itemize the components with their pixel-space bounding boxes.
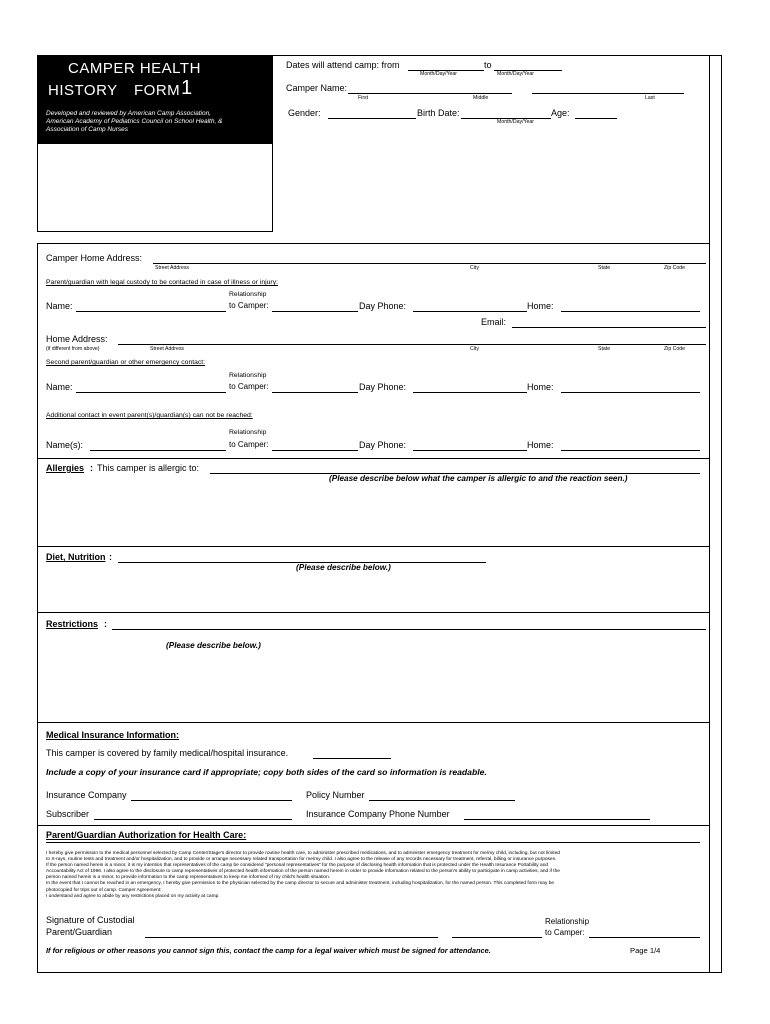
street-address-hint-2: Street Address — [150, 346, 185, 352]
authorization-paragraph: If the person named herein is a minor, it is my intention that representatives of the camp be considered "personal representatives" for the purpose of disclosing health information that is protected under the Health Insurance Portability and — [46, 863, 549, 869]
day-phone-label-1: Day Phone: — [359, 301, 407, 311]
additional-names-label: Name(s): — [46, 440, 84, 450]
second-home-phone-field[interactable] — [561, 392, 700, 393]
parent-name-field[interactable] — [76, 311, 226, 312]
additional-day-phone-field[interactable] — [413, 450, 527, 451]
dates-label: Dates will attend camp: from — [286, 60, 400, 70]
insurance-covered-field[interactable] — [313, 758, 391, 759]
insurance-include-note: Include a copy of your insurance card if appropriate; copy both sides of the card so information is readable. — [46, 767, 487, 777]
sig-relationship-prefield[interactable] — [452, 937, 542, 938]
parent-day-phone-field[interactable] — [413, 311, 527, 312]
parent-relationship-field[interactable] — [272, 311, 358, 312]
gender-field[interactable] — [328, 118, 416, 119]
policy-number-field[interactable] — [369, 800, 515, 801]
diet-note: (Please describe below.) — [296, 563, 391, 572]
authorization-paragraph: Accountability Act of 1996. I also agree to the disclosure to camp representatives of protected health information of the person named herein in order to provide information related to the person's ability to participate in camp activities, and if the — [46, 869, 560, 875]
subscriber-field[interactable] — [94, 819, 292, 820]
second-name-field[interactable] — [76, 392, 226, 393]
restrictions-colon: : — [104, 619, 107, 629]
date-to-hint: Month/Day/Year — [497, 71, 535, 77]
relationship-label-1: Relationship — [229, 291, 267, 298]
additional-relationship-field[interactable] — [272, 450, 358, 451]
section-divider-restrictions — [37, 612, 710, 613]
form-frame-top-right — [709, 55, 722, 56]
camper-first-name-field[interactable] — [348, 93, 512, 94]
relationship-label-2: Relationship — [229, 372, 267, 379]
authorization-heading: Parent/Guardian Authorization for Health Care: — [46, 830, 247, 840]
parent-home-address-field[interactable] — [118, 344, 706, 345]
form-frame-bottom-main — [37, 972, 710, 973]
to-camper-label-1: to Camper: — [229, 301, 269, 310]
form-frame-left — [37, 243, 38, 973]
camper-home-address-label: Camper Home Address: — [46, 253, 143, 263]
authorization-paragraph: I understand and agree to abide by any restrictions placed on my activity at camp. — [46, 893, 220, 899]
sig-relationship-field[interactable] — [589, 937, 700, 938]
home-phone-label-3: Home: — [527, 440, 554, 450]
authorization-paragraph: person named herein is a minor, to provide information to the camp representatives to keep me informed of my child's health situation. — [46, 875, 331, 881]
form-title-form: FORM — [134, 82, 181, 99]
age-field[interactable] — [575, 118, 617, 119]
policy-number-label: Policy Number — [306, 790, 365, 800]
birth-date-label: Birth Date: — [417, 108, 460, 118]
day-phone-label-2: Day Phone: — [359, 382, 407, 392]
second-day-phone-field[interactable] — [413, 392, 527, 393]
second-relationship-field[interactable] — [272, 392, 358, 393]
day-phone-label-3: Day Phone: — [359, 440, 407, 450]
insurance-covered-text: This camper is covered by family medical/hospital insurance. — [46, 748, 289, 758]
form-title-history: HISTORY — [48, 82, 118, 99]
middle-name-hint: Middle — [473, 95, 489, 101]
authorization-text — [46, 851, 698, 900]
developed-by-line2: American Academy of Pediatrics Council on School Health, & — [46, 118, 223, 125]
additional-home-phone-field[interactable] — [561, 450, 700, 451]
first-name-hint: First — [358, 95, 369, 101]
dates-to-label: to — [484, 60, 492, 70]
second-name-label: Name: — [46, 382, 73, 392]
if-different-hint: (if different from above) — [46, 346, 100, 352]
section-divider-allergies — [37, 458, 710, 459]
restrictions-heading: Restrictions — [46, 619, 99, 629]
camper-home-address-field[interactable] — [153, 263, 706, 264]
allergies-text: This camper is allergic to: — [97, 463, 200, 473]
developed-by-line1: Developed and reviewed by American Camp Association, — [46, 110, 211, 117]
street-address-hint: Street Address — [155, 265, 190, 271]
zip-hint: Zip Code — [664, 265, 686, 271]
parent-name-label: Name: — [46, 301, 73, 311]
parent-heading: Parent/guardian with legal custody to be contacted in case of illness or injury: — [46, 279, 278, 286]
additional-names-field[interactable] — [90, 450, 226, 451]
authorization-paragraph: photocopied for trips out of camp. Camper Agreement: — [46, 887, 162, 893]
age-label: Age: — [551, 108, 570, 118]
section-divider-contacts — [37, 243, 710, 244]
last-name-hint: Last — [645, 95, 655, 101]
insurance-company-field[interactable] — [131, 800, 292, 801]
email-label: Email: — [481, 317, 507, 327]
zip-hint-2: Zip Code — [664, 346, 686, 352]
authorization-paragraph: I hereby give permission to the medical personnel selected by Camp Center/Stage's director to provide routine health care, to administer prescribed medications, and to administer emergency treatment for me/my child, including, but not limited — [46, 851, 560, 856]
relationship-label-3: Relationship — [229, 429, 267, 436]
camper-last-name-field[interactable] — [532, 93, 684, 94]
sig-relationship-label: Relationship — [545, 917, 590, 926]
page-number: Page 1/4 — [630, 946, 661, 955]
to-camper-label-2: to Camper: — [229, 382, 269, 391]
section-divider-authorization — [37, 825, 710, 826]
sig-to-camper-label: to Camper: — [545, 928, 585, 937]
footer-waiver-note: If for religious or other reasons you cannot sign this, contact the camp for a legal waiver which must be signed for attendance. — [46, 946, 491, 955]
city-hint-2: City — [470, 346, 479, 352]
section-divider-insurance — [37, 722, 710, 723]
to-camper-label-3: to Camper: — [229, 440, 269, 449]
parent-home-phone-field[interactable] — [561, 311, 700, 312]
signature-field[interactable] — [145, 937, 438, 938]
form-title-number: 1 — [181, 77, 193, 99]
allergies-note: (Please describe below what the camper is allergic to and the reaction seen.) — [329, 474, 628, 483]
parent-email-field[interactable] — [512, 327, 706, 328]
state-hint: State — [598, 265, 611, 271]
state-hint-2: State — [598, 346, 611, 352]
developed-by-line3: Association of Camp Nurses — [46, 126, 129, 133]
restrictions-field[interactable] — [112, 629, 706, 630]
restrictions-note: (Please describe below.) — [166, 641, 261, 650]
additional-contact-heading: Additional contact in event parent(s)/guardian(s) can not be reached: — [46, 412, 253, 419]
form-frame-top — [272, 55, 709, 56]
camper-name-label: Camper Name: — [286, 83, 348, 93]
form-frame-right-outer — [721, 55, 722, 973]
diet-heading: Diet, Nutrition — [46, 552, 106, 562]
city-hint: City — [470, 265, 479, 271]
home-address-label-2: Home Address: — [46, 334, 108, 344]
date-from-hint: Month/Day/Year — [420, 71, 458, 77]
gender-label: Gender: — [288, 108, 321, 118]
insurance-phone-field[interactable] — [464, 819, 650, 820]
signature-label-line2: Parent/Guardian — [46, 927, 113, 937]
insurance-phone-label: Insurance Company Phone Number — [306, 809, 450, 819]
subscriber-label: Subscriber — [46, 809, 90, 819]
birth-date-hint: Month/Day/Year — [497, 119, 535, 125]
home-phone-label-2: Home: — [527, 382, 554, 392]
form-title-line1: CAMPER HEALTH — [68, 60, 201, 77]
allergies-colon: : — [90, 463, 93, 473]
form-frame-right — [709, 55, 710, 973]
second-contact-heading: Second parent/guardian or other emergency contact: — [46, 359, 206, 366]
home-phone-label-1: Home: — [527, 301, 554, 311]
diet-colon: : — [109, 552, 112, 562]
authorization-heading-rule — [46, 842, 700, 843]
insurance-heading: Medical Insurance Information: — [46, 730, 180, 740]
insurance-company-label: Insurance Company — [46, 790, 127, 800]
authorization-paragraph: In the event that I cannot be reached in an emergency, I hereby give permission to the physician selected by the camp director to secure and administer treatment, including hospitalization, for the named person. This completed form may be — [46, 881, 555, 887]
authorization-paragraph: to X-rays, routine tests and treatment and/or hospitalization, and to provide or arrange necessary related transportation for me/my child. I also agree to the release of any records necessary for treatment, referral, billing or insurance purposes. — [46, 857, 557, 863]
signature-label-line1: Signature of Custodial — [46, 915, 135, 925]
allergies-heading: Allergies — [46, 463, 85, 473]
section-divider-diet — [37, 546, 710, 547]
